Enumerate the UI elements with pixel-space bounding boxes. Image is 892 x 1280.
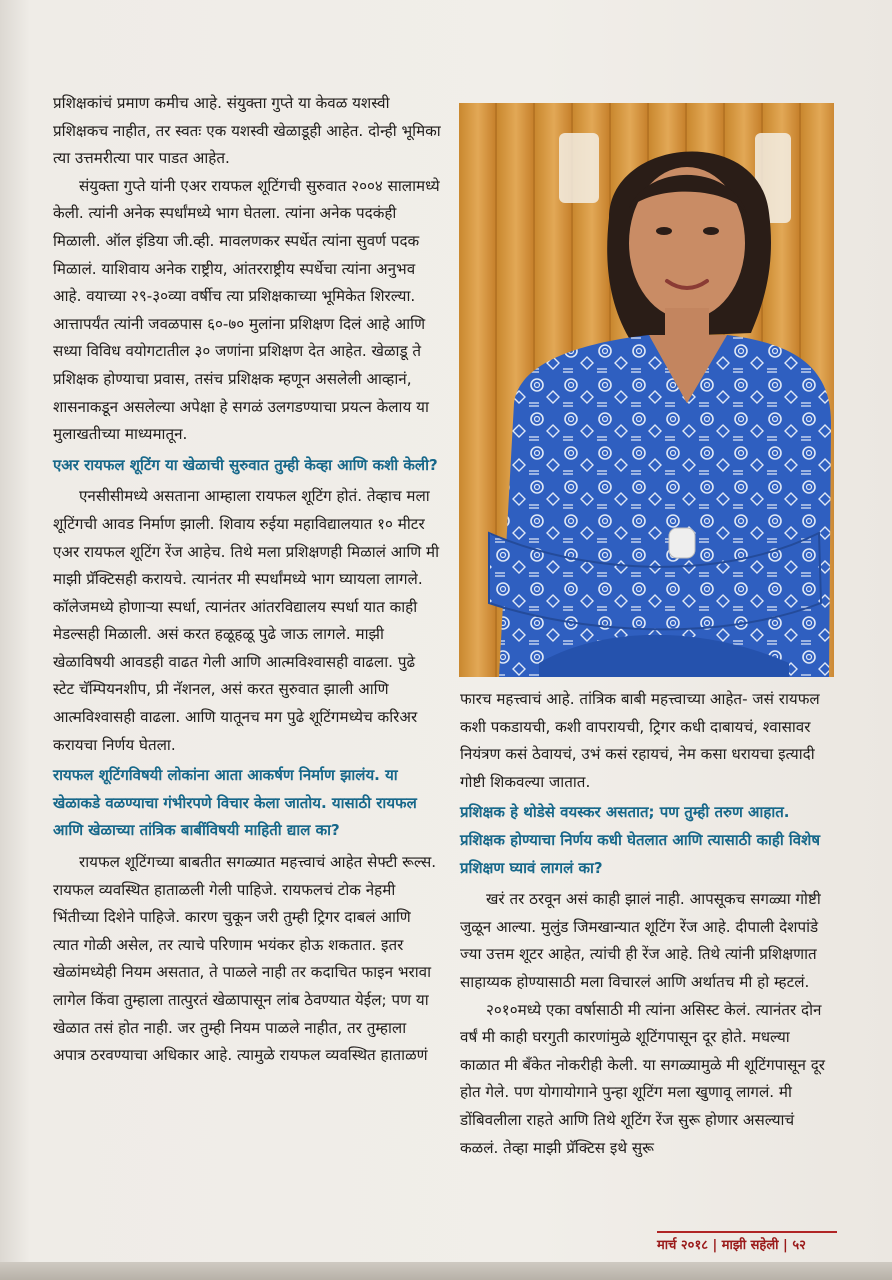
- right-text-column: [460, 686, 834, 1162]
- body-paragraph: फारच महत्त्वाचं आहे. तांत्रिक बाबी महत्त्वाच्या आहेत- जसं रायफल कशी पकडायची, कशी वापरायची, ट्रिगर कधी दाबायचं, श्वासावर नियंत्रण कसं ठेवायचं, उभं कसं रहायचं, नेम कसा धरायचा इत्यादी गोष्टी शिकवल्या जातात.: [460, 690, 820, 791]
- body-paragraph: एनसीसीमध्ये असताना आम्हाला रायफल शूटिंग होतं. तेव्हाच मला शूटिंगची आवड निर्माण झाली. शिवाय रुईया महाविद्यालयात १० मीटर एअर रायफल शूटिंग रेंज आहेच. तिथे मला प्रशिक्षणही मिळालं आणि मी माझी प्रॅक्टिसही करायचे. त्यानंतर मी स्पर्धांमध्ये भाग घ्यायला लागले. कॉलेजमध्ये होणाऱ्या स्पर्धा, त्यानंतर आंतरविद्यालय स्पर्धा यात काही मेडल्सही मिळाली. असं करत हळूहळू पुढे जाऊ लागले. माझी खेळाविषयी आवडही वाढत गेली आणि आत्मविश्वासही वाढला. पुढे स्टेट चॅम्पियनशीप, प्री नॅशनल, असं करत सुरुवात झाली आणि आत्मविश्वासही वाढला. आणि यातूनच मग पुढे शूटिंगमध्येच करिअर करायचा निर्णय घेतला.: [53, 487, 440, 754]
- footer-rule: [657, 1231, 837, 1233]
- left-text-column: [53, 90, 441, 1070]
- page-footer: [657, 1235, 837, 1259]
- body-paragraph: रायफल शूटिंगच्या बाबतीत सगळ्यात महत्त्वाचं आहेत सेफ्टी रूल्स. रायफल व्यवस्थित हाताळली गेली पाहिजे. रायफलचं टोक नेहमी भिंतीच्या दिशेने पाहिजे. कारण चुकून जरी तुम्ही ट्रिगर दाबलं आणि त्यात गोळी असेल, तर त्याचे परिणाम भयंकर होऊ शकतात. इतर खेळांमध्येही नियम असतात, ते पाळले नाही तर कदाचित फाइन भरावा लागेल किंवा तुम्हाला तात्पुरतं खेळापासून लांब ठेवण्यात येईल; पण या खेळात तसं होत नाही. जर तुम्ही नियम पाळले नाहीत, तर तुम्हाला अपात्र ठरवण्याचा अधिकार आहे. त्यामुळे रायफल व्यवस्थित हाताळणं: [53, 853, 437, 1065]
- interview-question: रायफल शूटिंगविषयी लोकांना आता आकर्षण निर्माण झालंय. या खेळाकडे वळण्याचा गंभीरपणे विचार केला जातोय. यासाठी रायफल आणि खेळाच्या तांत्रिक बाबींविषयी माहिती द्याल का?: [53, 766, 417, 840]
- interview-question: एअर रायफल शूटिंग या खेळाची सुरुवात तुम्ही केव्हा आणि कशी केली?: [53, 455, 438, 474]
- body-paragraph: प्रशिक्षकांचं प्रमाण कमीच आहे. संयुक्ता गुप्ते या केवळ यशस्वी प्रशिक्षकच नाहीत, तर स्वतः एक यशस्वी खेळाडूही आहेत. दोन्ही भूमिका त्या उत्तमरीत्या पार पाडत आहेत.: [53, 94, 441, 168]
- interview-question: प्रशिक्षक हे थोडेसे वयस्कर असतात; पण तुम्ही तरुण आहात. प्रशिक्षक होण्याचा निर्णय कधी घेतलात आणि त्यासाठी काही विशेष प्रशिक्षण घ्यावं लागलं का?: [460, 803, 821, 877]
- footer-magazine-name: माझी सहेली: [721, 1238, 779, 1253]
- portrait-photo: [459, 103, 834, 677]
- body-paragraph: संयुक्ता गुप्ते यांनी एअर रायफल शूटिंगची सुरुवात २००४ सालामध्ये केली. त्यांनी अनेक स्पर्धांमध्ये भाग घेतला. त्यांना अनेक पदकंही मिळाली. ऑल इंडिया जी.व्ही. मावलणकर स्पर्धेत त्यांना सुवर्ण पदक मिळालं. याशिवाय अनेक राष्ट्रीय, आंतरराष्ट्रीय स्पर्धेचा त्यांना अनुभव आहे. वयाच्या २९-३०व्या वर्षीच त्या प्रशिक्षकाच्या भूमिकेत शिरल्या. आत्तापर्यंत त्यांनी जवळपास ६०-७० मुलांना प्रशिक्षण दिलं आहे आणि सध्या विविध वयोगटातील ३० जणांना प्रशिक्षण देत आहेत. खेळाडू ते प्रशिक्षक होण्याचा प्रवास, तसंच प्रशिक्षक म्हणून असलेली आव्हानं, शासनाकडून असलेल्या अपेक्षा हे सगळं उलगडण्याचा प्रयत्न केलाय या मुलाखतीच्या माध्यमातून.: [53, 176, 440, 444]
- body-paragraph: खरं तर ठरवून असं काही झालं नाही. आपसूकच सगळ्या गोष्टी जुळून आल्या. मुलुंड जिमखान्यात शूटिंग रेंज आहे. दीपाली देशपांडे ज्या उत्तम शूटर आहेत, त्यांची ही रेंज आहे. तिथे त्यांनी प्रशिक्षणात साहाय्यक होण्यासाठी मला विचारलं आणि अर्थातच मी हो म्हटलं.: [460, 890, 821, 991]
- footer-month: मार्च २०१८: [657, 1238, 708, 1253]
- footer-page-number: ५२: [792, 1238, 806, 1253]
- wall-fixture-left: [559, 133, 599, 203]
- footer-separator: |: [712, 1238, 718, 1253]
- footer-separator-2: |: [783, 1238, 788, 1253]
- page-bottom-edge: [0, 1262, 892, 1280]
- wristwatch: [669, 528, 695, 558]
- body-paragraph: २०१०मध्ये एका वर्षासाठी मी त्यांना असिस्ट केलं. त्यानंतर दोन वर्षं मी काही घरगुती कारणांमुळे शूटिंगपासून दूर होते. मधल्या काळात मी बँकेत नोकरीही केली. या सगळ्यामुळे मी शूटिंगपासून दूर होत गेले. पण योगायोगाने पुन्हा शूटिंग मला खुणावू लागलं. मी डोंबिवलीला राहते आणि तिथे शूटिंग रेंज सुरू होणार असल्याचं कळलं. तेव्हा माझी प्रॅक्टिस इथे सुरू: [460, 1000, 825, 1157]
